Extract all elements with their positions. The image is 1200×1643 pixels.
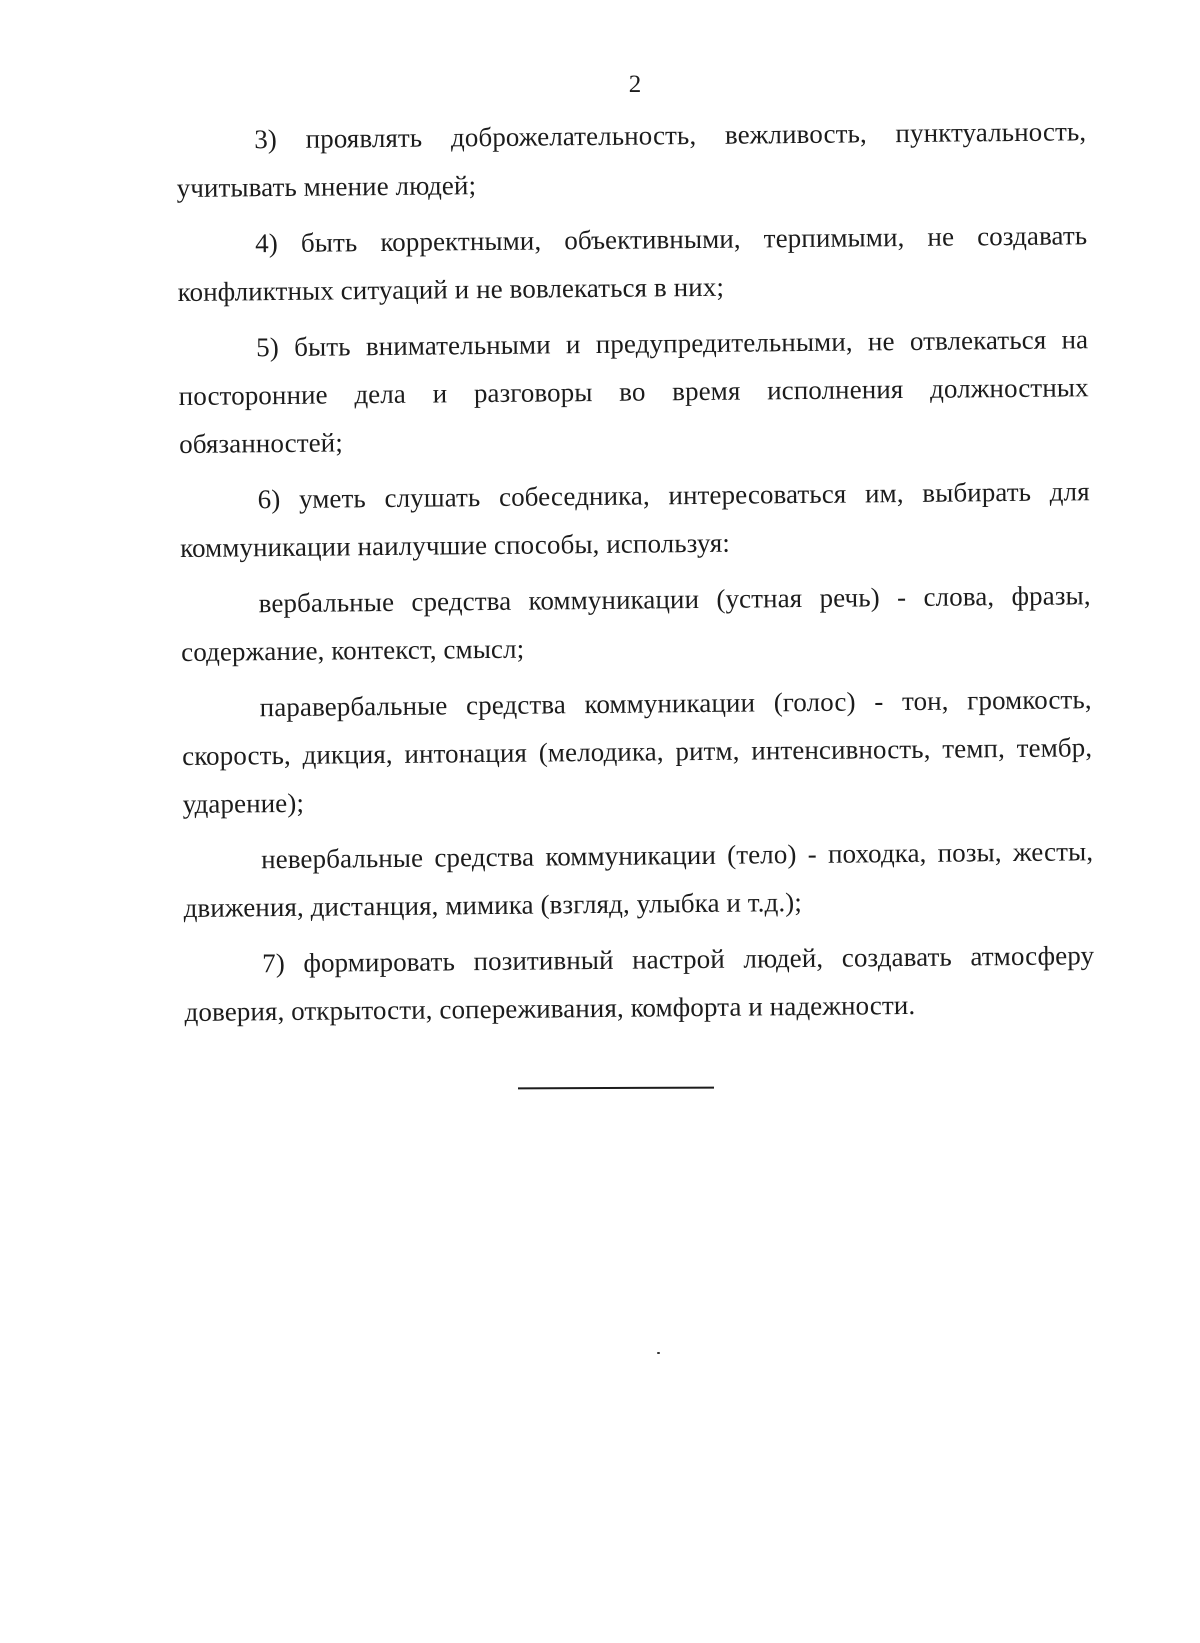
paragraph-item-5: 5) быть внимательными и предупредительными, не отвлекаться на посторонние дела и разговоры во время исполнения должностных обязанностей; xyxy=(178,324,1089,459)
paragraph-item-4: 4) быть корректными, объективными, терпимыми, не создавать конфликтных ситуаций и не вовлекаться в них; xyxy=(177,220,1088,307)
paragraph-item-6: 6) уметь слушать собеседника, интересоваться им, выбирать для коммуникации наилучшие способы, используя: xyxy=(180,476,1090,563)
paragraph-nonverbal-means: невербальные средства коммуникации (тело) - походка, позы, жесты, движения, дистанция, мимика (взгляд, улыбка и т.д.); xyxy=(183,836,1094,923)
document-body xyxy=(176,107,1095,1044)
end-separator-line xyxy=(518,1087,714,1090)
page-number: 2 xyxy=(628,71,642,98)
scan-speck xyxy=(657,1352,660,1354)
paragraph-item-3: 3) проявлять доброжелательность, вежливость, пунктуальность, учитывать мнение людей; xyxy=(176,116,1087,203)
paragraph-verbal-means: вербальные средства коммуникации (устная речь) - слова, фразы, содержание, контекст, смысл; xyxy=(181,580,1091,667)
paragraph-paraverbal-means: паравербальные средства коммуникации (голос) - тон, громкость, скорость, дикция, интонация (мелодика, ритм, интенсивность, темп, тембр, ударение); xyxy=(181,684,1093,819)
paragraph-item-7: 7) формировать позитивный настрой людей, создавать атмосферу доверия, открытости, сопереживания, комфорта и надежности. xyxy=(184,940,1095,1027)
